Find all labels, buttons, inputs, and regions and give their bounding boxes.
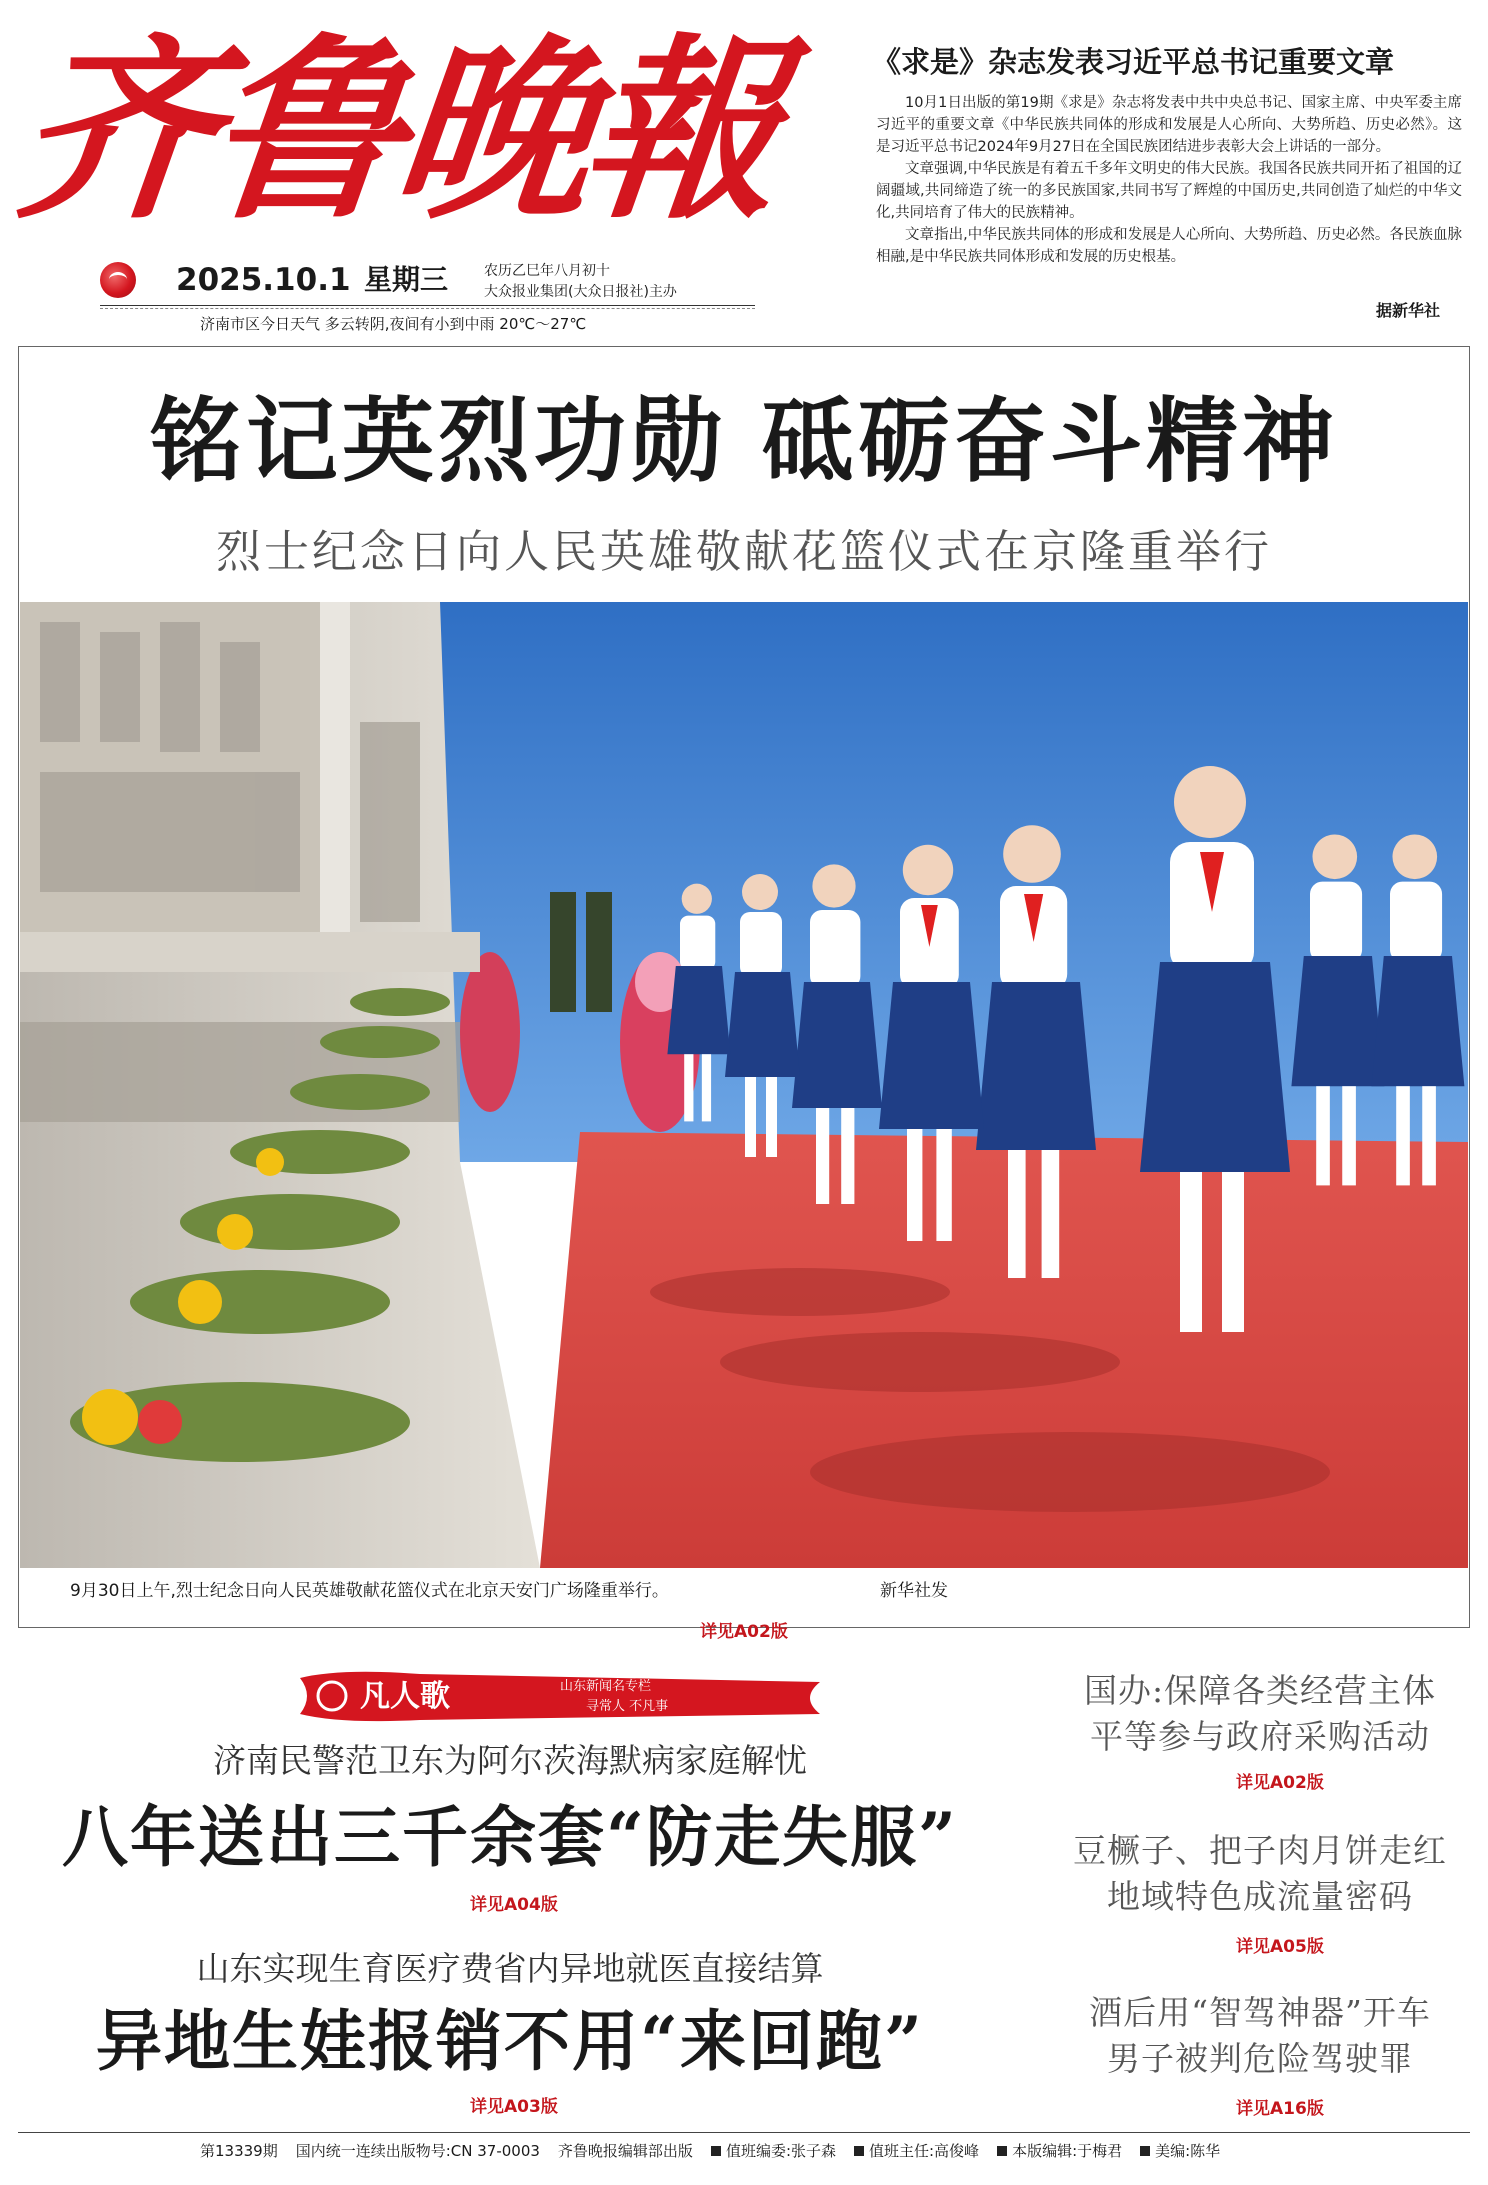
date-row <box>100 258 760 308</box>
story2-page-ref[interactable]: 详见A03版 <box>470 2097 558 2117</box>
brief-headline[interactable] <box>1060 1668 1460 1760</box>
footer-item <box>854 2140 979 2162</box>
column-slogan: 寻常人 不凡事 <box>586 1699 669 1714</box>
story1-kicker: 济南民警范卫东为阿尔茨海默病家庭解忧 <box>213 1741 807 1780</box>
footer-director: 值班主任:高俊峰 <box>869 2142 980 2160</box>
brief-line: 地域特色成流量密码 <box>1107 1877 1413 1916</box>
column-name: 凡人歌 <box>360 1679 450 1714</box>
photo-caption: 9月30日上午,烈士纪念日向人民英雄敬献花篮仪式在北京天安门广场隆重举行。 <box>70 1581 669 1601</box>
square-bullet-icon <box>997 2146 1007 2156</box>
brief-headline[interactable] <box>1060 1990 1460 2082</box>
story2-headline[interactable]: 异地生娃报销不用“来回跑” <box>96 2002 924 2080</box>
column-banner-brush <box>300 1668 820 1724</box>
photo-credit: 新华社发 <box>880 1581 948 1601</box>
brief-line: 酒后用“智驾神器”开车 <box>1089 1993 1431 2032</box>
square-bullet-icon <box>1140 2146 1150 2156</box>
footer-item <box>1140 2140 1220 2162</box>
newspaper-emblem-icon <box>100 262 136 298</box>
brief-line: 国办:保障各类经营主体 <box>1083 1671 1437 1710</box>
footer-item <box>997 2140 1122 2162</box>
lead-headline[interactable]: 铭记英烈功勋 砥砺奋斗精神 <box>149 387 1339 495</box>
publisher-line: 大众报业集团(大众日报社)主办 <box>484 284 677 300</box>
footer-editor: 值班编委:张子森 <box>725 2142 836 2160</box>
footer-dept: 齐鲁晚报编辑部出版 <box>557 2142 693 2160</box>
footer-issue: 第13339期 <box>200 2142 278 2160</box>
qiushi-paragraph: 文章强调,中华民族是有着五千多年文明史的伟大民族。我国各民族共同开拓了祖国的辽阔疆域,共同缔造了统一的多民族国家,共同书写了辉煌的中国历史,共同创造了灿烂的中华文化,共同培育了伟大的民族精神。 <box>876 161 1462 221</box>
masthead-divider-dashed <box>100 308 755 309</box>
footer-imprint <box>200 2140 1220 2162</box>
brief-page-ref[interactable]: 详见A05版 <box>1236 1937 1324 1957</box>
square-bullet-icon <box>854 2146 864 2156</box>
qiushi-headline[interactable]: 《求是》杂志发表习近平总书记重要文章 <box>872 45 1395 79</box>
brief-headline[interactable] <box>1060 1828 1460 1920</box>
brief-line: 男子被判危险驾驶罪 <box>1107 2039 1413 2078</box>
story1-headline[interactable]: 八年送出三千余套“防走失服” <box>62 1798 958 1876</box>
column-banner <box>300 1668 820 1724</box>
masthead-divider <box>100 305 755 306</box>
masthead-logo: 齐鲁晚報 <box>7 16 785 246</box>
footer-page-editor: 本版编辑:于梅君 <box>1012 2142 1123 2160</box>
footer-art-editor: 美编:陈华 <box>1155 2142 1221 2160</box>
brief-line: 豆橛子、把子肉月饼走红 <box>1073 1831 1447 1870</box>
qiushi-paragraph: 10月1日出版的第19期《求是》杂志将发表中共中央总书记、国家主席、中央军委主席习近平的重要文章《中华民族共同体的形成和发展是人心所向、大势所趋、历史必然》。这是习近平总书记2024年9月27日在全国民族团结进步表彰大会上讲话的一部分。 <box>876 95 1462 155</box>
brief-line: 平等参与政府采购活动 <box>1090 1717 1430 1756</box>
weather-line: 济南市区今日天气 多云转阴,夜间有小到中雨 20℃～27℃ <box>200 315 587 333</box>
column-tag: 山东新闻名专栏 <box>560 1679 652 1694</box>
lead-page-ref[interactable]: 详见A02版 <box>700 1622 788 1642</box>
footer-item <box>711 2140 836 2162</box>
brief-page-ref[interactable]: 详见A16版 <box>1236 2099 1324 2119</box>
lead-subheadline: 烈士纪念日向人民英雄敬献花篮仪式在京隆重举行 <box>215 525 1272 578</box>
lunar-date: 农历乙巳年八月初十 <box>484 263 610 279</box>
footer-cn: 国内统一连续出版物号:CN 37-0003 <box>295 2142 540 2160</box>
square-bullet-icon <box>711 2146 721 2156</box>
qiushi-article-body <box>876 92 1462 268</box>
issue-date: 2025.10.1 <box>176 262 351 298</box>
footer-divider <box>18 2132 1470 2133</box>
story2-kicker: 山东实现生育医疗费省内异地就医直接结算 <box>196 1949 824 1988</box>
story1-page-ref[interactable]: 详见A04版 <box>470 1895 558 1915</box>
qiushi-source: 据新华社 <box>1376 301 1441 320</box>
qiushi-paragraph: 文章指出,中华民族共同体的形成和发展是人心所向、大势所趋、历史必然。各民族血脉相融,是中华民族共同体形成和发展的历史根基。 <box>876 227 1462 265</box>
issue-weekday: 星期三 <box>364 263 449 296</box>
brief-page-ref[interactable]: 详见A02版 <box>1236 1773 1324 1793</box>
ceremony-photo-illustration <box>20 602 1468 1568</box>
lead-photo[interactable] <box>20 602 1468 1568</box>
